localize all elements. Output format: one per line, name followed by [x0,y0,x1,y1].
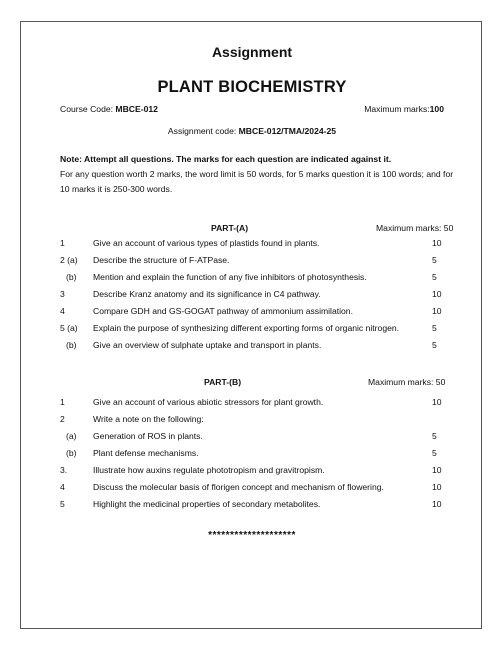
question-text: Generation of ROS in plants. [93,431,203,441]
question-number: (b) [66,340,77,350]
question-marks: 10 [432,482,442,492]
part-b-heading: PART-(B) [204,377,242,387]
assignment-code-value: MBCE-012/TMA/2024-25 [238,126,337,136]
question-number: 3 [60,289,65,299]
question-row [0,289,504,301]
part-a-max-marks: Maximum marks: 50 [376,223,454,233]
question-number: 5 (a) [60,323,78,333]
question-marks: 10 [432,397,442,407]
note-line: 10 marks it is 250-300 words. [60,184,173,194]
question-number: (b) [66,448,77,458]
question-marks: 5 [432,431,437,441]
question-number: 2 (a) [60,255,78,265]
question-text: Describe Kranz anatomy and its significance in C4 pathway. [93,289,321,299]
subject-title: PLANT BIOCHEMISTRY [157,78,347,96]
page-title: Assignment [211,44,293,60]
question-number: 5 [60,499,65,509]
question-row [0,323,504,335]
question-row [0,306,504,318]
question-marks: 5 [432,340,437,350]
question-marks: 5 [432,272,437,282]
question-marks: 10 [432,289,442,299]
note-heading: Note: Attempt all questions. The marks for each question are indicated against it. [60,154,392,164]
question-number: 3. [60,465,68,475]
question-text: Give an account of various abiotic stressors for plant growth. [93,397,324,407]
assignment-code [0,126,504,136]
course-code-label: Course Code: [60,104,114,114]
question-text: Write a note on the following: [93,414,204,424]
question-text: Give an account of various types of plastids found in plants. [93,238,320,248]
question-marks: 5 [432,448,437,458]
question-row [0,499,504,511]
question-marks: 10 [432,465,442,475]
question-text: Compare GDH and GS-GOGAT pathway of ammonium assimilation. [93,306,353,316]
question-marks: 5 [432,323,437,333]
question-text: Illustrate how auxins regulate phototropism and gravitropism. [93,465,325,475]
question-row [0,465,504,477]
question-row [0,482,504,494]
question-row [0,238,504,250]
part-b-max-marks: Maximum marks: 50 [368,377,446,387]
part-a-heading: PART-(A) [211,223,249,233]
course-code-value: MBCE-012 [115,104,158,114]
question-text: Mention and explain the function of any five inhibitors of photosynthesis. [93,272,367,282]
maximum-marks [364,104,444,114]
question-text: Plant defense mechanisms. [93,448,199,458]
question-number: 2 [60,414,65,424]
question-row [0,397,504,409]
assignment-code-label: Assignment code: [167,126,237,136]
question-marks: 10 [432,499,442,509]
question-row [0,255,504,267]
question-row [0,340,504,352]
question-number: 4 [60,482,65,492]
course-code [60,104,158,114]
question-text: Describe the structure of F-ATPase. [93,255,230,265]
question-marks: 5 [432,255,437,265]
maximum-marks-label: Maximum marks: [364,104,430,114]
question-marks: 10 [432,238,442,248]
question-text: Give an overview of sulphate uptake and transport in plants. [93,340,322,350]
end-stars-divider: ******************** [208,530,296,541]
question-number: 4 [60,306,65,316]
question-marks: 10 [432,306,442,316]
question-row [0,414,504,426]
question-number: (a) [66,431,77,441]
question-row [0,272,504,284]
question-text: Highlight the medicinal properties of secondary metabolites. [93,499,321,509]
question-row [0,448,504,460]
question-text: Explain the purpose of synthesizing different exporting forms of organic nitrogen. [93,323,400,333]
question-number: (b) [66,272,77,282]
maximum-marks-value: 100 [429,104,444,114]
question-number: 1 [60,397,65,407]
question-text: Discuss the molecular basis of florigen concept and mechanism of flowering. [93,482,384,492]
question-row [0,431,504,443]
question-number: 1 [60,238,65,248]
note-line: For any question worth 2 marks, the word limit is 50 words, for 5 marks question it is 100 words; and for [60,169,454,179]
